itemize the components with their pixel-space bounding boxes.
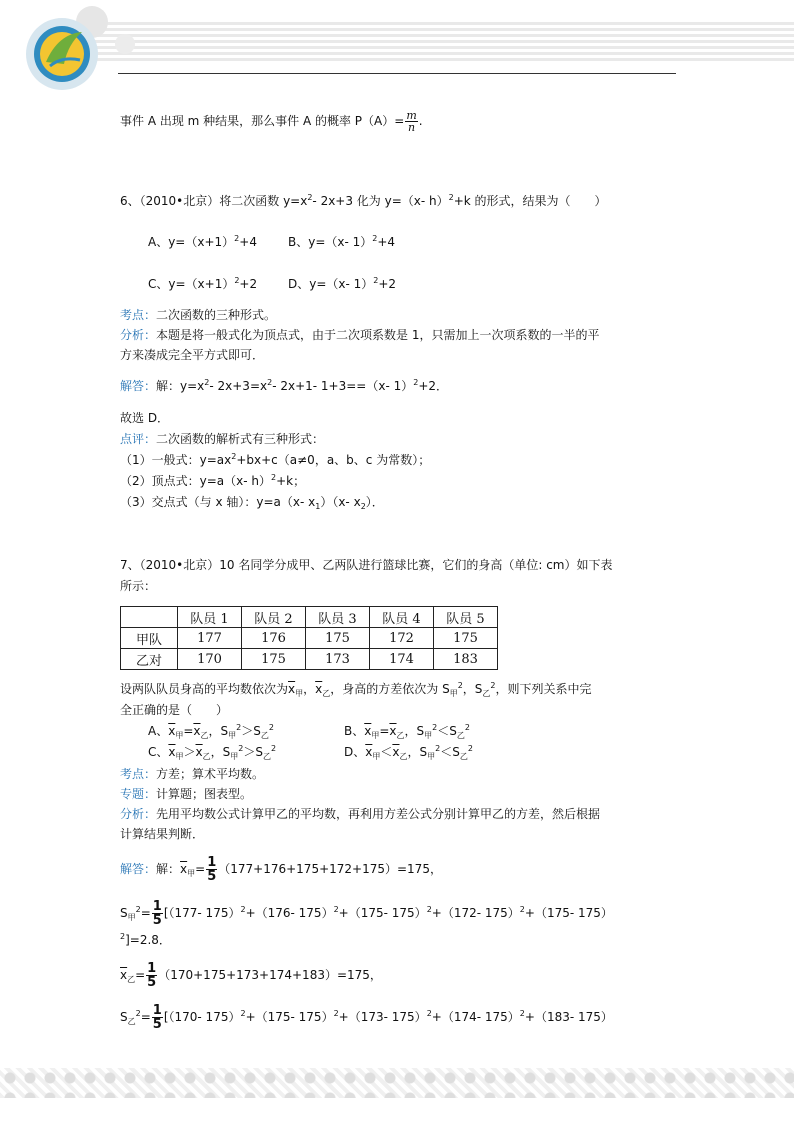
- one-fifth-fraction: $\frac{1}{5}$: [152, 899, 162, 928]
- q7-stem-cont: 所示：: [120, 579, 157, 593]
- logo-icon: [20, 4, 140, 94]
- table-cell: 173: [306, 649, 370, 670]
- table-cell: 队员 2: [242, 607, 306, 628]
- table-cell: 174: [370, 649, 434, 670]
- table-cell: 队员 1: [178, 607, 242, 628]
- q6-stem: 6、（2010•北京）将二次函数 $y=x^2-$ 2x+3 化为 y=（x- h）$^2$+k 的形式，结果为（ ）: [120, 193, 607, 208]
- q7-stem: 7、（2010•北京）10 名同学分成甲、乙两队进行篮球比赛，它们的身高（单位: cm）如下表: [120, 558, 613, 572]
- q6-kaodian: 考点：二次函数的三种形式。: [120, 308, 277, 322]
- table-cell: [121, 607, 178, 628]
- footer-pattern: [0, 1068, 794, 1098]
- table-cell: 183: [434, 649, 498, 670]
- q6-option-c: C、$y=(x+1)^2+2$: [148, 276, 258, 291]
- table-cell: 甲队: [121, 628, 178, 649]
- q6-option-b: B、y=（x- 1）$^2$+4: [288, 234, 396, 249]
- table-cell: 175: [242, 649, 306, 670]
- q7-var-jia-end: $^2$]=2.8．: [120, 932, 171, 947]
- q7-option-b: B、$\overline{x}_甲=\overline{x}_乙$，$S_甲^2<S_乙^2$: [344, 723, 470, 740]
- q6-fenxi-cont: 方来凑成完全平方式即可．: [120, 348, 265, 362]
- table-cell: 乙对: [121, 649, 178, 670]
- table-cell: 176: [242, 628, 306, 649]
- q6-option-d: D、y=（x- 1）$^2$+2: [288, 276, 397, 291]
- q7-option-a: A、$\overline{x}_甲=\overline{x}_乙$，$S_甲^2>S_乙^2$: [148, 723, 274, 740]
- header-stripes: [90, 22, 794, 62]
- table-cell: 队员 4: [370, 607, 434, 628]
- q7-question: 设两队队员身高的平均数依次为$\overline{x}_甲$，$\overline{x}_乙$，身高的方差依次为 $S_甲^2$，$S_乙^2$，则下列关系中完: [120, 681, 592, 698]
- one-fifth-fraction: $\frac{1}{5}$: [152, 1003, 162, 1032]
- table-cell: 175: [434, 628, 498, 649]
- heights-table: [120, 606, 498, 670]
- q6-form-2: （2）顶点式：y=a（x- h）$^2$+k；: [120, 473, 306, 488]
- probability-fraction: $\frac{m}{n}$: [406, 109, 417, 134]
- q7-option-d: D、$\overline{x}_甲<\overline{x}_乙$，$S_甲^2<S_乙^2$: [344, 744, 473, 761]
- q6-option-a: A、$y=(x+1)^2+4$: [148, 234, 257, 249]
- one-fifth-fraction: $\frac{1}{5}$: [147, 961, 157, 990]
- table-cell: 队员 5: [434, 607, 498, 628]
- q6-form-3: （3）交点式（与 x 轴）：y=a（x- $x_1)(x-$ $x_2$）．: [120, 495, 384, 511]
- table-cell: 170: [178, 649, 242, 670]
- q7-fenxi: 分析：先用平均数公式计算甲乙的平均数，再利用方差公式分别计算甲乙的方差，然后根据: [120, 807, 601, 821]
- q6-answer: 故选 D．: [120, 411, 170, 425]
- one-fifth-fraction: $\frac{1}{5}$: [207, 855, 217, 884]
- q7-question-cont: 全正确的是（ ）: [120, 703, 229, 717]
- q7-var-yi: $S_乙^2=$ $\frac{1}{5}$ [（170- 175）$^2$+（175- 175）$^2$+（173- 175）$^2$+（174- 175）$^2$+（183- 175）: [120, 1003, 613, 1032]
- table-cell: 队员 3: [306, 607, 370, 628]
- q7-mean-yi: $\overline{x}_乙=$ $\frac{1}{5}$ （170+175+173+174+183）=175，: [120, 961, 382, 990]
- q6-dianping: 点评：二次函数的解析式有三种形式：: [120, 432, 325, 446]
- q7-option-c: C、$\overline{x}_甲>\overline{x}_乙$，$S_甲^2>S_乙^2$: [148, 744, 277, 761]
- intro-line: 事件 A 出现 m 种结果，那么事件 A 的概率 P（A）= $\frac{m}{n}$ .: [120, 109, 423, 134]
- table-row: [121, 628, 498, 649]
- table-cell: 175: [306, 628, 370, 649]
- q7-var-jia: $S_甲^2=$ $\frac{1}{5}$ [（177- 175）$^2$+（176- 175）$^2$+（175- 175）$^2$+（172- 175）$^2$+（175- 175）: [120, 899, 613, 928]
- q7-fenxi-cont: 计算结果判断．: [120, 827, 205, 841]
- q6-jieda: 解答：解：$y=x^2-$ $2x+3=x^2-$ 2x+1- 1+3==（x- 1）$^2$+2．: [120, 378, 449, 393]
- q6-fenxi: 分析：本题是将一般式化为顶点式，由于二次项系数是 1，只需加上一次项系数的一半的平: [120, 328, 600, 342]
- q6-form-1: （1）一般式：$y=ax^2+bx+c(a\ne 0$，a、b、c 为常数）；: [120, 452, 431, 467]
- table-row: [121, 649, 498, 670]
- table-cell: 177: [178, 628, 242, 649]
- table-cell: 172: [370, 628, 434, 649]
- table-header-row: [121, 607, 498, 628]
- q7-zhuanti: 专题：计算题；图表型。: [120, 787, 253, 801]
- q7-jieda-mean-jia: 解答：解：$\overline{x}_甲=$ $\frac{1}{5}$ （177+176+175+172+175）=175，: [120, 855, 442, 884]
- q7-kaodian: 考点：方差；算术平均数。: [120, 767, 265, 781]
- header-rule: [118, 73, 676, 74]
